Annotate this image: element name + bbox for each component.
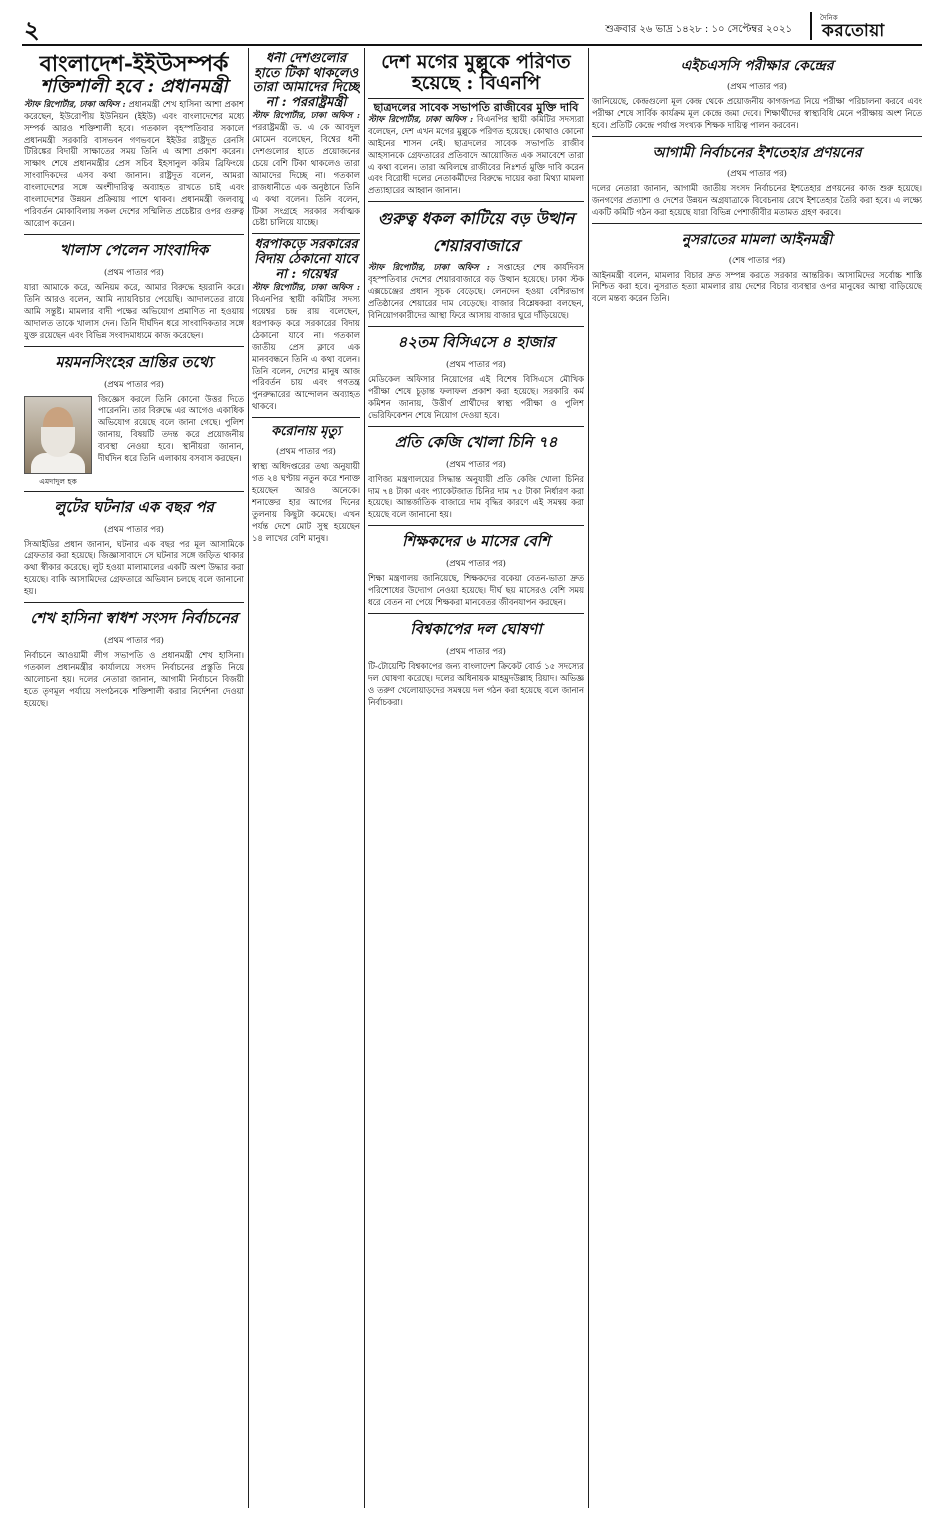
headline-corona-death: করোনায় মৃত্যু xyxy=(271,424,341,440)
headline-teachers: শিক্ষকদের ৬ মাসের বেশি xyxy=(402,532,550,551)
section-divider xyxy=(24,491,244,492)
section-divider xyxy=(252,233,360,234)
section-divider xyxy=(592,223,922,224)
headline-sugar: প্রতি কেজি খোলা চিনি ৭৪ xyxy=(394,432,558,451)
story-corona: স্বাস্থ্য অধিদপ্তরের তথ্য অনুযায়ী গত ২৪ ঘণ্টায় নতুন করে শনাক্ত হয়েছেন আরও অনেকে। শনাক্তের হার আগের দিনের তুলনায় কিছুটা কমেছে। এখন পর্যন্ত দেশে মোট সুস্থ হয়েছেন ১৪ লাখের বেশি মানুষ। xyxy=(252,461,360,543)
continued-note: (প্রথম পাতার পর) xyxy=(104,378,164,389)
section-divider xyxy=(368,326,584,327)
headline-bcs: ৪২তম বিসিএসে ৪ হাজার xyxy=(397,332,555,351)
story-text: সপ্তাহের শেষ কার্যদিবস বৃহস্পতিবার দেশের শেয়ারবাজারে বড় উত্থান হয়েছে। ঢাকা স্টক এক্সচেঞ্জের প্রধান সূচক বেড়েছে। লেনদেন হওয়া বেশিরভাগ প্রতিষ্ঠানের শেয়ারের দাম বেড়েছে। বাজার বিশ্লেষকরা বলছেন, বিনিয়োগকারীদের আস্থা ফিরে আসায় বাজার ঘুরে দাঁড়িয়েছে। xyxy=(368,262,584,320)
story-journalist: যারা আমাকে করে, অনিয়ম করে, আমার বিরুদ্ধে হয়রানি করে। তিনি আরও বলেন, আমি ন্যায়বিচার পেয়েছি। আদালতের রায়ে আমি সন্তুষ্ট। মামলার বাদী পক্ষের অভিযোগ প্রমাণিত না হওয়ায় আদালত তাকে খালাস দেন। তিনি দীর্ঘদিন ধরে সাংবাদিকতার সঙ্গে যুক্ত রয়েছেন এবং বিভিন্ন সংবাদমাধ্যমে কাজ করেছেন। xyxy=(24,281,244,340)
continued-note: (শেষ পাতার পর) xyxy=(728,254,786,265)
section-divider xyxy=(24,346,244,347)
continued-note: (প্রথম পাতার পর) xyxy=(727,81,787,91)
headline-vaccine: ধনী দেশগুলোর হাতে টিকা থাকলেও তারা আমাদের দিচ্ছে না : পররাষ্ট্রমন্ত্রী xyxy=(252,52,360,110)
continued-note: (প্রথম পাতার পর) xyxy=(727,167,787,178)
story-manifesto: দলের নেতারা জানান, আগামী জাতীয় সংসদ নির্বাচনের ইশতেহার প্রণয়নের কাজ শুরু হয়েছে। জনগণের প্রত্যাশা ও দেশের উন্নয়ন অগ্রযাত্রাকে বিবেচনায় রেখে ইশতেহার তৈরি করা হবে। এ লক্ষ্যে একটি কমিটি গঠন করা হয়েছে যারা বিভিন্ন পেশাজীবীর মতামত গ্রহণ করবে। xyxy=(592,182,922,217)
byline: স্টাফ রিপোর্টার, ঢাকা অফিস : xyxy=(368,113,474,124)
headline-nusrat-case: নুসরাতের মামলা আইনমন্ত্রী xyxy=(681,231,833,248)
byline: স্টাফ রিপোর্টার, ঢাকা অফিস : xyxy=(252,282,360,293)
column-4 xyxy=(592,52,922,1508)
continued-note: (প্রথম পাতার পর) xyxy=(276,446,336,457)
headline-bnp: দেশ মগের মুল্লুকে পরিণত হয়েছে : বিএনপি xyxy=(381,52,571,95)
story-nusrat: আইনমন্ত্রী বলেন, মামলার বিচার দ্রুত সম্পন্ন করতে সরকার আন্তরিক। আসামিদের সর্বোচ্চ শাস্তি নিশ্চিত করা হবে। নুসরাত হত্যা মামলার রায় দেশের বিচার ব্যবস্থার ওপর মানুষের আস্থা বাড়িয়েছে বলে মন্তব্য করেন তিনি। xyxy=(592,269,922,304)
section-divider xyxy=(368,426,584,427)
headline-world-cup-squad: বিশ্বকাপের দল ঘোষণা xyxy=(410,620,542,639)
continued-note: (প্রথম পাতার পর) xyxy=(446,358,506,369)
headline-sheikh-hasina-election: শেখ হাসিনা স্বাধশ সংসদ নির্বাচনের xyxy=(30,609,238,628)
byline: স্টাফ রিপোর্টার, ঢাকা অফিস : xyxy=(368,262,490,273)
story-election: নির্বাচনে আওয়ামী লীগ সভাপতি ও প্রধানমন্ত্রী শেখ হাসিনা। গতকাল প্রধানমন্ত্রীর কার্যালয়ে সংসদ নির্বাচনের প্রস্তুতি নিয়ে আলোচনা হয়। দলের নেতারা জানান, আগামী নির্বাচনে বিজয়ী হতে তৃণমূল পর্যায়ে সংগঠনকে শক্তিশালী করার নির্দেশনা দেওয়া হয়েছে। xyxy=(24,650,244,708)
column-rule xyxy=(364,48,365,1508)
headline-hsc-centres: এইচএসসি পরীক্ষার কেন্দ্রের xyxy=(680,58,834,74)
newspaper-logo xyxy=(810,12,920,40)
headline-manifesto: আগামী নির্বাচনের ইশতেহার প্রণয়নের xyxy=(652,144,862,161)
column-2 xyxy=(252,52,360,1508)
story-world-cup: টি-টোয়েন্টি বিশ্বকাপের জন্য বাংলাদেশ ক্রিকেট বোর্ড ১৫ সদস্যের দল ঘোষণা করেছে। দলের অধিনায়ক মাহমুদউল্লাহ রিয়াদ। অভিজ্ঞ ও তরুণ খেলোয়াড়দের সমন্বয়ে দল গঠন করা হয়েছে বলে জানান নির্বাচকরা। xyxy=(368,661,584,707)
continued-note: (প্রথম পাতার পর) xyxy=(446,458,506,469)
continued-note: (প্রথম পাতার পর) xyxy=(104,266,164,277)
section-divider xyxy=(368,525,584,526)
story-goyeshwar xyxy=(252,282,360,413)
story-text: বিএনপির স্থায়ী কমিটির সদস্য গয়েশ্বর চন্দ্র রায় বলেছেন, ধরপাকড় করে সরকারের বিদায় ঠেকানো যাবে না। গতকাল জাতীয় প্রেস ক্লাবে এক মানববন্ধনে তিনি এ কথা বলেন। তিনি বলেন, দেশের মানুষ আজ পরিবর্তন চায় এবং গণতন্ত্র পুনরুদ্ধারের আন্দোলন অব্যাহত থাকবে। xyxy=(252,293,360,412)
headline-bangladesh-eu: বাংলাদেশ-ইইউসম্পর্ক xyxy=(39,52,229,77)
column-rule xyxy=(248,48,249,1508)
logo-main-text: করতোয়া xyxy=(822,21,885,41)
section-divider xyxy=(252,417,360,418)
story-text: পররাষ্ট্রমন্ত্রী ড. এ কে আবদুল মোমেন বলেছেন, বিশ্বের ধনী দেশগুলোর হাতে প্রয়োজনের চেয়ে বেশি টিকা থাকলেও তারা আমাদের দিচ্ছে না। গতকাল রাজধানীতে এক অনুষ্ঠানে তিনি এ কথা বলেন। তিনি বলেন, টিকা সংগ্রহে সরকার সর্বাত্মক চেষ্টা চালিয়ে যাচ্ছে। xyxy=(252,122,360,228)
section-divider xyxy=(368,98,584,99)
headline-mymensingh: ময়মনসিংহের ভ্রান্তির তথ্যে xyxy=(55,352,213,371)
continued-note: (প্রথম পাতার পর) xyxy=(104,523,164,534)
headline-pm-quote: শক্তিশালী হবে : প্রধানমন্ত্রী xyxy=(40,75,228,97)
headline-looting: লুটের ঘটনার এক বছর পর xyxy=(54,497,214,516)
logo-small-text: দৈনিক xyxy=(820,14,838,22)
byline: স্টাফ রিপোর্টার, ঢাকা অফিস : xyxy=(252,110,360,121)
continued-note: (প্রথম পাতার পর) xyxy=(446,646,506,657)
story-hsc: জানিয়েছে, কেন্দ্রগুলো মূল কেন্দ্র থেকে প্রয়োজনীয় কাগজপত্র নিয়ে পরীক্ষা পরিচালনা করবে এবং পরীক্ষা শেষে সার্বিক কার্যক্রম মূল কেন্দ্রে জমা দেবে। শিক্ষার্থীদের স্বাস্থ্যবিধি মেনে পরীক্ষায় অংশ নিতে হবে। প্রতিটি কেন্দ্রে পর্যাপ্ত সংখ্যক শিক্ষক দায়িত্ব পালন করবেন। xyxy=(592,96,922,130)
photo-caption: এমদাদুল হক xyxy=(39,476,77,486)
photo-block xyxy=(24,396,92,489)
continued-note: (প্রথম পাতার পর) xyxy=(446,558,506,569)
masthead xyxy=(22,8,922,46)
headline-goyeshwar: ধরপাকড়ে সরকারের বিদায় ঠেকানো যাবে না : গয়েশ্বর xyxy=(254,237,358,282)
column-3 xyxy=(368,52,584,1508)
story-bangladesh-eu xyxy=(24,99,244,230)
story-text: প্রধানমন্ত্রী শেখ হাসিনা আশা প্রকাশ করেছেন, ইউরোপীয় ইউনিয়ন (ইইউ) এবং বাংলাদেশের মধ্যে সম্পর্ক আরও শক্তিশালী হবে। গতকাল বৃহস্পতিবার সকালে প্রধানমন্ত্রী সরকারি বাসভবন গণভবনে ইইউর রাষ্ট্রদূত রেনসি টিরিঙ্কের বিদায়ী সাক্ষাতের সময় তিনি এ আশা প্রকাশ করেন। সাক্ষাৎ শেষে প্রধানমন্ত্রীর প্রেস সচিব ইহসানুল করিম ব্রিফিংয়ে সাংবাদিকদের এসব কথা জানান। রাষ্ট্রদূত বলেন, আমরা বাংলাদেশের সঙ্গে অংশীদারিত্ব অব্যাহত রাখতে চাই এবং বাংলাদেশের উন্নয়ন প্রক্রিয়ায় পাশে থাকব। প্রধানমন্ত্রী জলবায়ু পরিবর্তন মোকাবিলায় সকল দেশের সম্মিলিত প্রচেষ্টার ওপর গুরুত্ব আরোপ করেন। xyxy=(24,98,244,228)
section-divider xyxy=(24,602,244,603)
section-divider xyxy=(368,201,584,202)
date-line: শুক্রবার ২৬ ভাদ্র ১৪২৮ : ১০ সেপ্টেম্বর ২০২১ xyxy=(605,24,792,35)
column-rule xyxy=(588,48,589,1508)
story-vaccine xyxy=(252,110,360,229)
section-divider xyxy=(368,613,584,614)
headline-share-market: গুরুত্ব ধকল কাটিয়ে বড় উত্থান শেয়ারবাজারে xyxy=(377,209,575,256)
story-bcs: মেডিকেল অফিসার নিয়োগের এই বিশেষ বিসিএসে মৌখিক পরীক্ষা শেষে চূড়ান্ত ফলাফল প্রকাশ করা হয়েছে। সরকারি কর্ম কমিশন জানায়, উত্তীর্ণ প্রার্থীদের স্বাস্থ্য পরীক্ষা ও পুলিশ ভেরিফিকেশন শেষে নিয়োগ দেওয়া হবে। xyxy=(368,373,584,420)
story-share-market xyxy=(368,262,584,322)
byline: স্টাফ রিপোর্টার, ঢাকা অফিস : xyxy=(24,98,126,109)
story-text: বিএনপির স্থায়ী কমিটির সদস্যরা বলেছেন, দেশ এখন মগের মুল্লুকে পরিণত হয়েছে। কোথাও কোনো আইনের শাসন নেই। ছাত্রদলের সাবেক সভাপতি রাজীব আহসানকে গ্রেফতারের প্রতিবাদে আয়োজিত এক সমাবেশে তারা এ কথা বলেন। তারা অবিলম্বে রাজীবের নিঃশর্ত মুক্তি দাবি করেন এবং বিরোধী দলের নেতাকর্মীদের বিরুদ্ধে দায়ের করা মিথ্যা মামলা প্রত্যাহারের আহ্বান জানান। xyxy=(368,113,584,196)
continued-note: (প্রথম পাতার পর) xyxy=(104,635,164,646)
subhead-rajib: ছাত্রদলের সাবেক সভাপতি রাজীবের মুক্তি দাবি xyxy=(373,100,579,114)
story-mymensingh: জিজ্ঞেস করলে তিনি কোনো উত্তর দিতে পারেননি। তার বিরুদ্ধে এর আগেও একাধিক অভিযোগ রয়েছে বলে জানা গেছে। পুলিশ জানায়, বিষয়টি তদন্ত করে প্রয়োজনীয় ব্যবস্থা নেওয়া হবে। স্থানীয়রা জানান, দীর্ঘদিন ধরে তিনি এলাকায় বসবাস করছেন। xyxy=(98,393,244,464)
page-number: ২ xyxy=(24,15,40,44)
section-divider xyxy=(24,234,244,235)
section-divider xyxy=(592,136,922,137)
column-1 xyxy=(24,52,244,1508)
story-looting: সিআইডির প্রধান জানান, ঘটনার এক বছর পর মূল আসামিকে গ্রেফতার করা হয়েছে। জিজ্ঞাসাবাদে সে ঘটনার সঙ্গে জড়িত থাকার কথা স্বীকার করেছে। লুট হওয়া মালামালের একটি অংশ উদ্ধার করা হয়েছে। বাকি আসামিদের গ্রেফতারে অভিযান চলছে বলে জানানো হয়। xyxy=(24,538,244,597)
portrait-photo xyxy=(24,396,92,474)
story-sugar: বাণিজ্য মন্ত্রণালয়ের সিদ্ধান্ত অনুযায়ী প্রতি কেজি খোলা চিনির দাম ৭৪ টাকা এবং প্যাকেটজাত চিনির দাম ৭৫ টাকা নির্ধারণ করা হয়েছে। আন্তর্জাতিক বাজারে দাম বৃদ্ধির কারণে এই সমন্বয় করা হয়েছে বলে জানানো হয়। xyxy=(368,473,584,520)
story-teachers: শিক্ষা মন্ত্রণালয় জানিয়েছে, শিক্ষকদের বকেয়া বেতন-ভাতা দ্রুত পরিশোধের উদ্যোগ নেওয়া হয়েছে। দীর্ঘ ছয় মাসেরও বেশি সময় ধরে বেতন না পেয়ে শিক্ষকরা মানবেতর জীবনযাপন করছেন। xyxy=(368,573,584,608)
headline-journalist-acquitted: খালাস পেলেন সাংবাদিক xyxy=(59,240,209,259)
story-bnp xyxy=(368,114,584,197)
